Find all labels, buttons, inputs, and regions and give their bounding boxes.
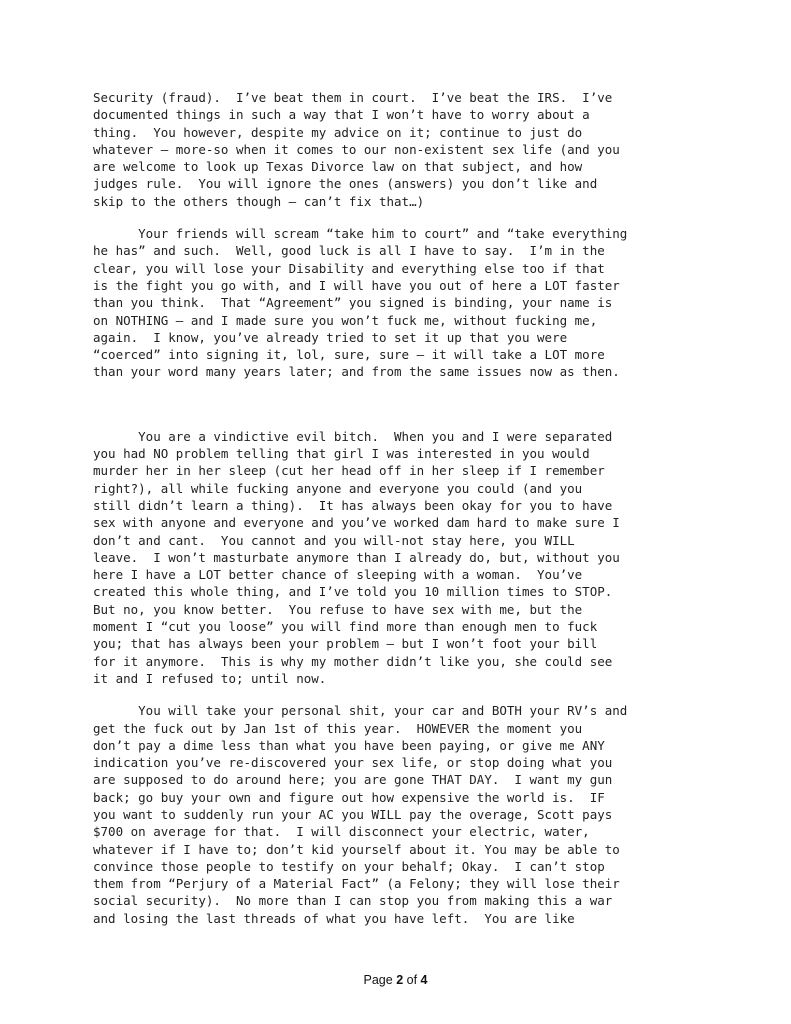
document-body — [93, 89, 733, 927]
text-line: on NOTHING – and I made sure you won’t fuck me, without fucking me, — [93, 312, 598, 328]
footer-total-pages: 4 — [420, 973, 428, 987]
text-line: still didn’t learn a thing). It has always been okay for you to have — [93, 497, 613, 513]
text-line: Your friends will scream “take him to court” and “take everything — [93, 226, 628, 242]
page-footer — [0, 973, 791, 987]
text-line: You will take your personal shit, your car and BOTH your RV’s and — [93, 703, 628, 719]
text-line: created this whole thing, and I’ve told you 10 million times to STOP. — [93, 584, 613, 600]
text-line: again. I know, you’ve already tried to set it up that you were — [93, 329, 568, 345]
text-line: social security). No more than I can stop you from making this a war — [93, 893, 613, 909]
text-line: But no, you know better. You refuse to have sex with me, but the — [93, 601, 583, 617]
paragraph-spacer — [93, 210, 733, 225]
text-line: moment I “cut you loose” you will find more than enough men to fuck — [93, 619, 598, 635]
text-line: judges rule. You will ignore the ones (answers) you don’t like and — [93, 176, 598, 192]
text-line: back; go buy your own and figure out how expensive the world is. IF — [93, 789, 605, 805]
text-line: “coerced” into signing it, lol, sure, sure – it will take a LOT more — [93, 347, 605, 363]
text-line: for it anymore. This is why my mother didn’t like you, she could see — [93, 653, 613, 669]
footer-page-word: Page — [363, 973, 393, 987]
text-line: he has” and such. Well, good luck is all I have to say. I’m in the — [93, 243, 605, 259]
paragraph-1 — [93, 89, 733, 210]
text-line: here I have a LOT better chance of sleeping with a woman. You’ve — [93, 567, 583, 583]
text-line: sex with anyone and everyone and you’ve worked dam hard to make sure I — [93, 515, 620, 531]
text-line: than your word many years later; and from the same issues now as then. — [93, 364, 620, 380]
footer-page-number: 2 — [396, 973, 404, 987]
text-line: indication you’ve re-discovered your sex life, or stop doing what you — [93, 755, 613, 771]
text-line: them from “Perjury of a Material Fact” (a Felony; they will lose their — [93, 876, 620, 892]
text-line: whatever if I have to; don’t kid yourself about it. You may be able to — [93, 841, 620, 857]
paragraph-2 — [93, 225, 733, 381]
text-line: are welcome to look up Texas Divorce law on that subject, and how — [93, 159, 583, 175]
paragraph-spacer — [93, 381, 733, 428]
text-line: whatever – more-so when it comes to our non-existent sex life (and you — [93, 141, 620, 157]
text-line: convince those people to testify on your behalf; Okay. I can’t stop — [93, 858, 605, 874]
text-line: is the fight you go with, and I will have you out of here a LOT faster — [93, 277, 620, 293]
text-line: right?), all while fucking anyone and everyone you could (and you — [93, 480, 583, 496]
text-line: you want to suddenly run your AC you WILL pay the overage, Scott pays — [93, 806, 613, 822]
text-line: documented things in such a way that I won’t have to worry about a — [93, 107, 590, 123]
text-line: skip to the others though – can’t fix that…) — [93, 193, 425, 209]
text-line: don’t and cant. You cannot and you will-not stay here, you WILL — [93, 532, 575, 548]
text-line: get the fuck out by Jan 1st of this year. HOWEVER the moment you — [93, 720, 583, 736]
text-line: are supposed to do around here; you are gone THAT DAY. I want my gun — [93, 772, 613, 788]
paragraph-3 — [93, 428, 733, 687]
paragraph-spacer — [93, 687, 733, 702]
text-line: than you think. That “Agreement” you signed is binding, your name is — [93, 295, 613, 311]
text-line: clear, you will lose your Disability and everything else too if that — [93, 260, 605, 276]
text-line: you had NO problem telling that girl I was interested in you would — [93, 446, 590, 462]
text-line: you; that has always been your problem – but I won’t foot your bill — [93, 636, 598, 652]
footer-of-word: of — [406, 973, 418, 987]
text-line: thing. You however, despite my advice on it; continue to just do — [93, 124, 583, 140]
text-line: and losing the last threads of what you have left. You are like — [93, 910, 575, 926]
text-line: it and I refused to; until now. — [93, 670, 327, 686]
text-line: $700 on average for that. I will disconnect your electric, water, — [93, 824, 590, 840]
text-line: leave. I won’t masturbate anymore than I already do, but, without you — [93, 549, 620, 565]
text-line: murder her in her sleep (cut her head off in her sleep if I remember — [93, 463, 605, 479]
paragraph-4 — [93, 702, 733, 927]
text-line: You are a vindictive evil bitch. When you and I were separated — [93, 428, 613, 444]
text-line: Security (fraud). I’ve beat them in court. I’ve beat the IRS. I’ve — [93, 90, 613, 105]
text-line: don’t pay a dime less than what you have been paying, or give me ANY — [93, 737, 605, 753]
